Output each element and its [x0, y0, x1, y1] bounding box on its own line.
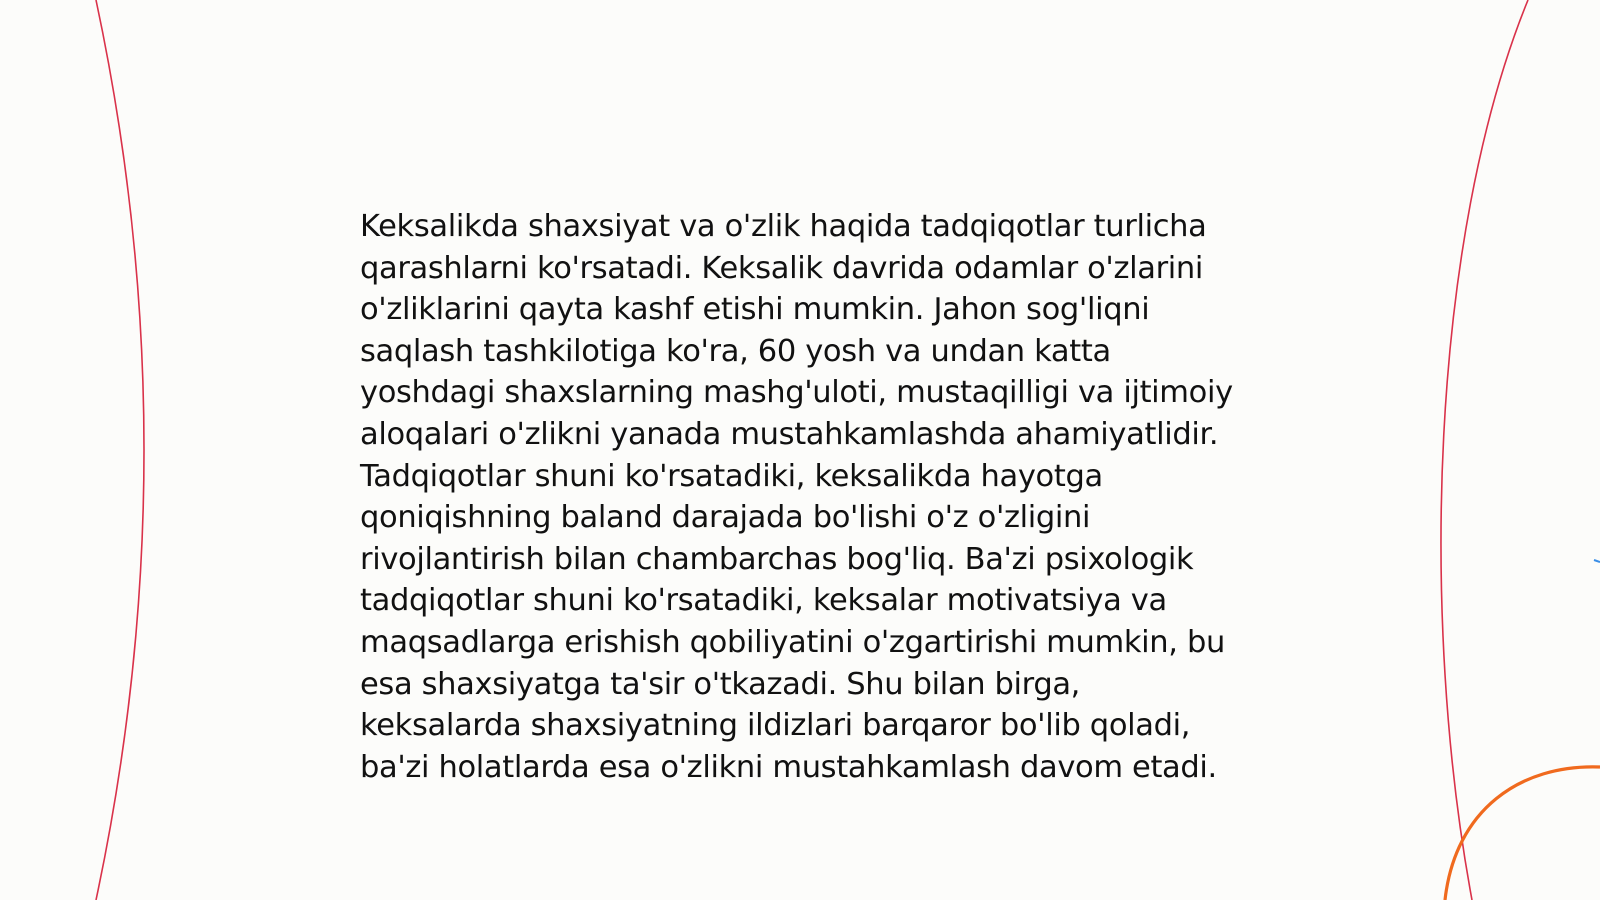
body-paragraph: Keksalikda shaxsiyat va o'zlik haqida tadqiqotlar turlicha qarashlarni ko'rsatadi. Keksalik davrida odamlar o'zlarini o'zliklarini qayta kashf etishi mumkin. Jahon sog'liqni saqlash tashkilotiga ko'ra, 60 yosh va undan katta yoshdagi shaxslarning mashg'uloti, mustaqilligi va ijtimoiy aloqalari o'zlikni yanada mustahkamlashda ahamiyatlidir. Tadqiqotlar shuni ko'rsatadiki, keksalikda hayotga qoniqishning baland darajada bo'lishi o'z o'zligini rivojlantirish bilan chambarchas bog'liq. Ba'zi psixologik tadqiqotlar shuni ko'rsatadiki, keksalar motivatsiya va maqsadlarga erishish qobiliyatini o'zgartirishi mumkin, bu esa shaxsiyatga ta'sir o'tkazadi. Shu bilan birga, keksalarda shaxsiyatning ildizlari barqaror bo'lib qoladi, ba'zi holatlarda esa o'zlikni mustahkamlash davom etadi. — [360, 209, 1233, 785]
blue-accent — [1594, 560, 1600, 562]
right-curve — [1441, 0, 1528, 900]
left-curve — [96, 0, 144, 900]
